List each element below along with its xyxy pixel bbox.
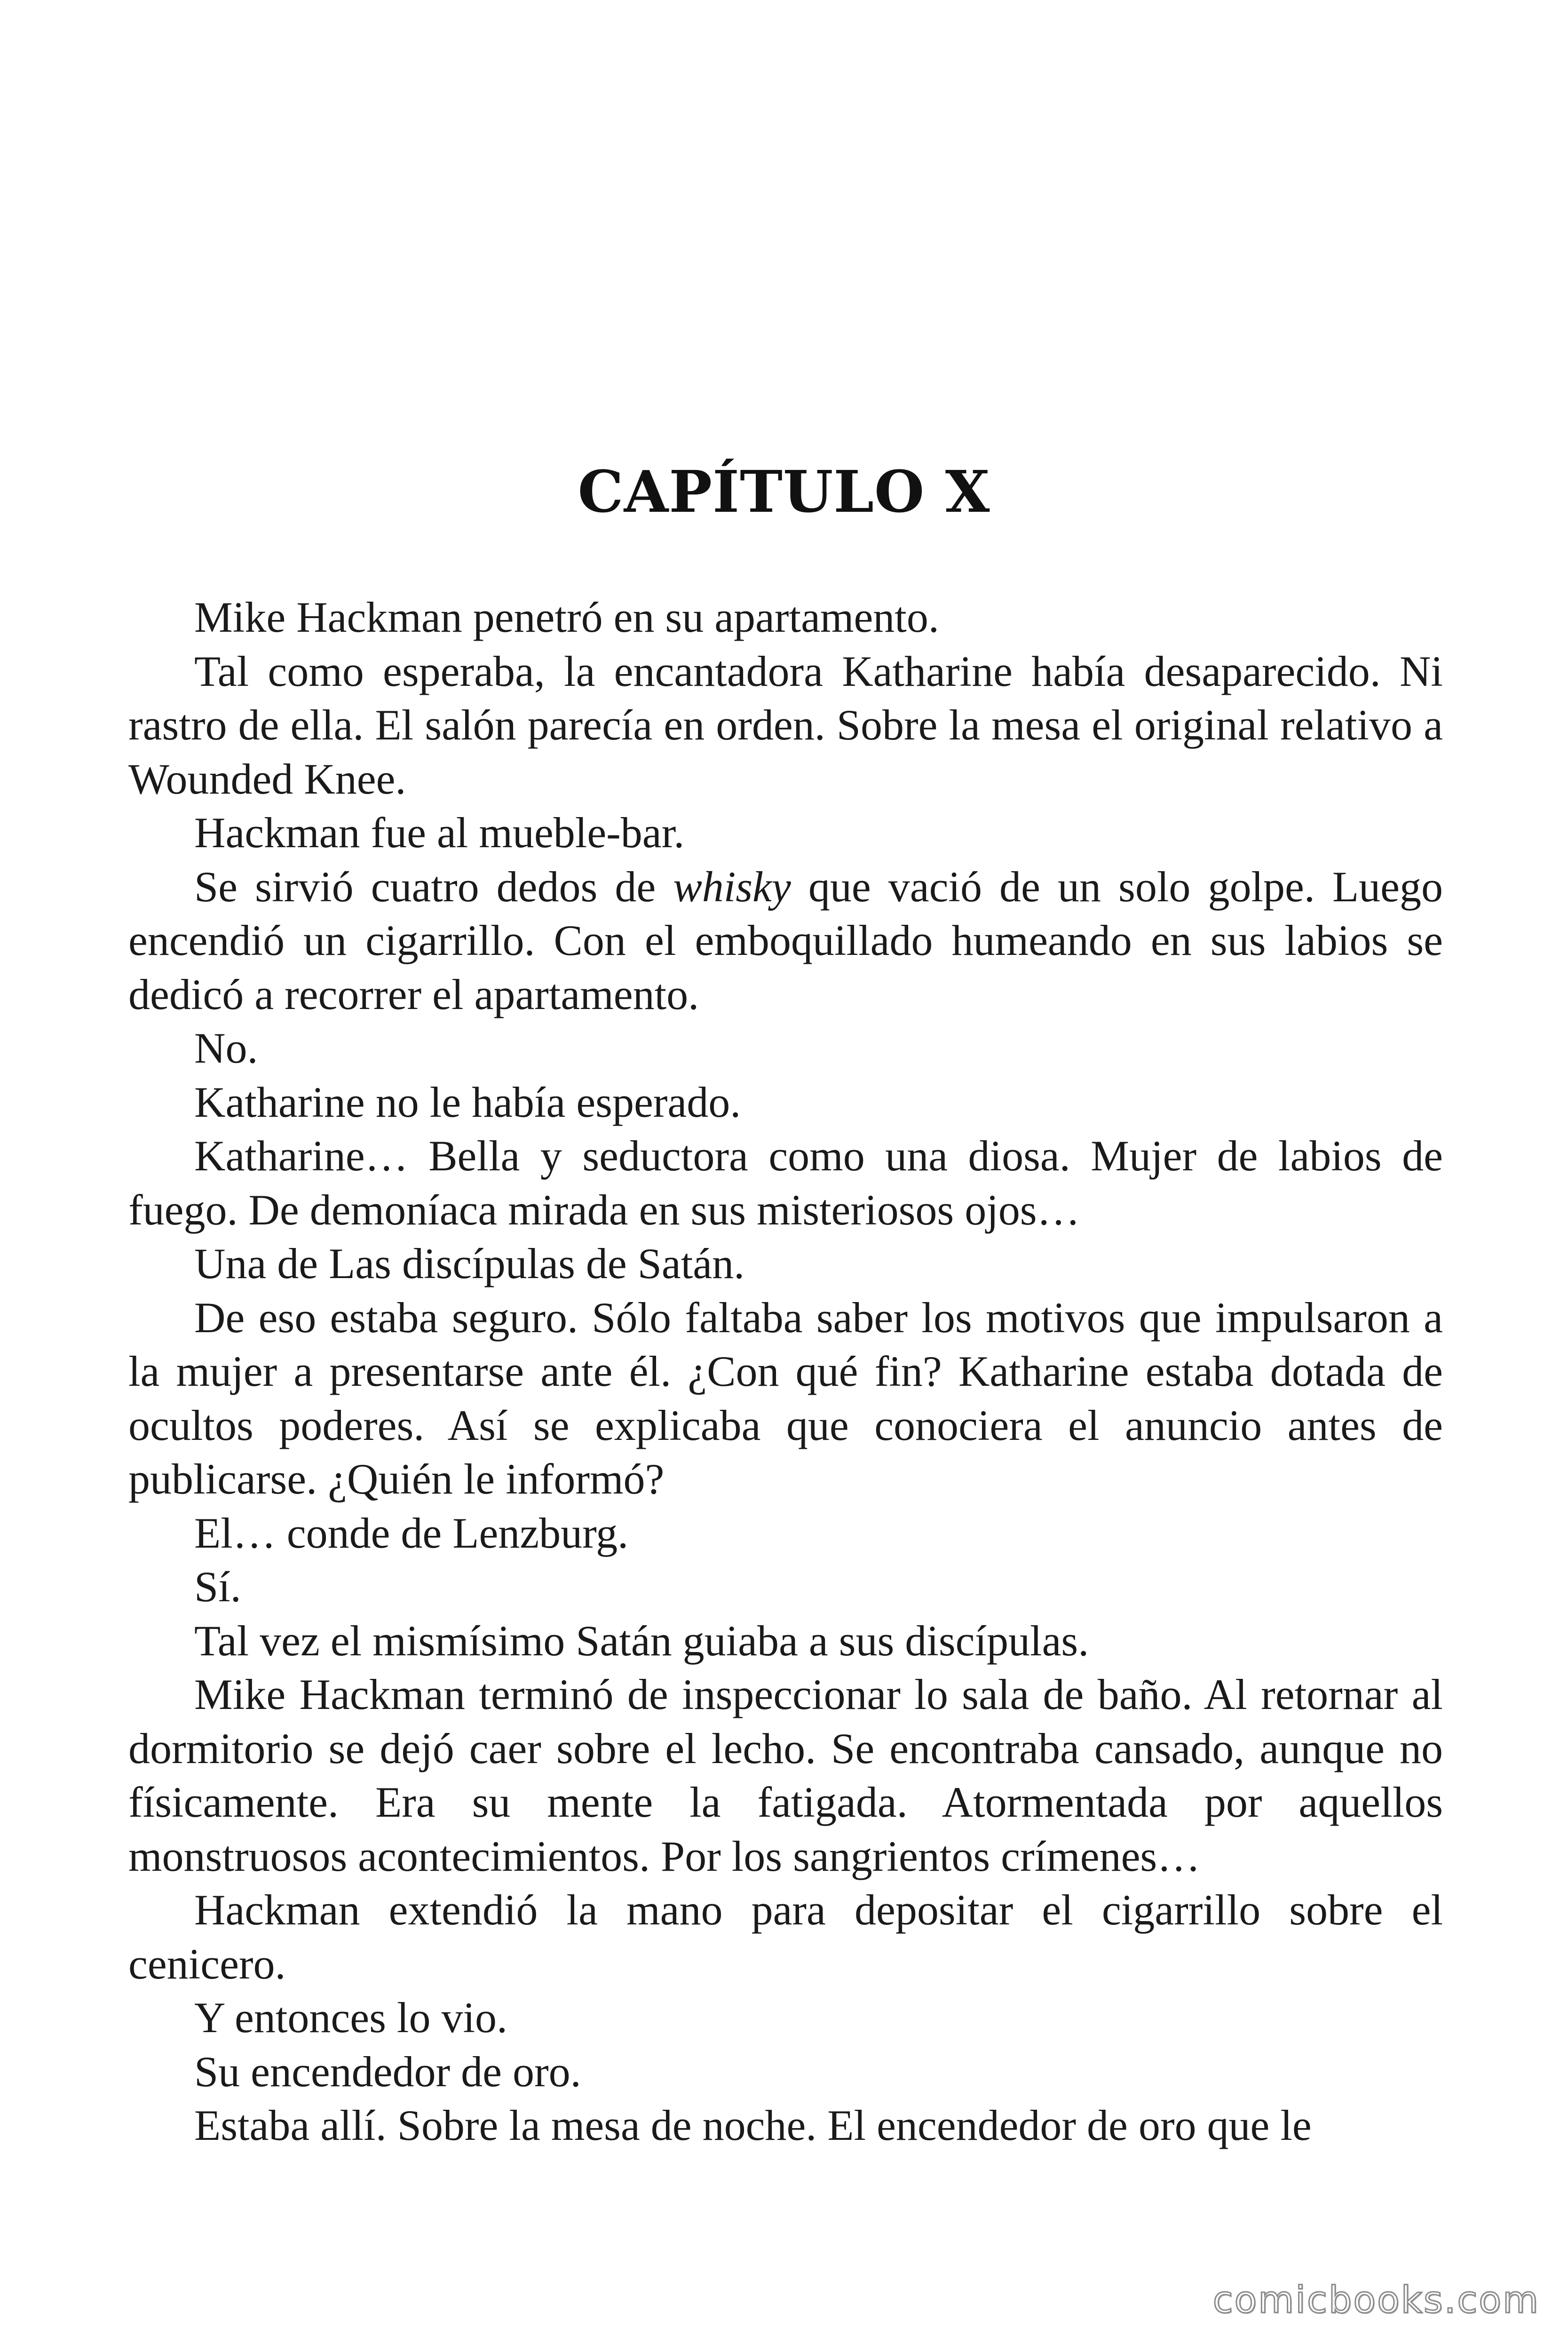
paragraph: Mike Hackman terminó de inspeccionar lo sala de baño. Al retornar al dormitorio se dejó caer sobre el lecho. Se encontraba cansado, aunque no físicamente. Era su mente la fatigada. Atormentada por aquellos monstruosos acontecimientos. Por los sangrientos crímenes…: [128, 1670, 1443, 1880]
paragraph: Y entonces lo vio.: [194, 1994, 508, 2042]
paragraph: Katharine no le había esperado.: [194, 1078, 741, 1126]
paragraph-whisky: Se sirvió cuatro dedos de whisky que vació de un solo golpe. Luego encendió un cigarrillo. Con el emboquillado humeando en sus labios se dedicó a recorrer el apartamento.: [128, 862, 1443, 1018]
watermark-logo: comicbooks.com: [1212, 2279, 1540, 2321]
chapter-body: [128, 590, 1443, 2153]
paragraph: Estaba allí. Sobre la mesa de noche. El encendedor de oro que le: [194, 2101, 1312, 2149]
paragraph: Una de Las discípulas de Satán.: [194, 1240, 745, 1287]
paragraph: No.: [194, 1024, 258, 1072]
paragraph: Katharine… Bella y seductora como una diosa. Mujer de labios de fuego. De demoníaca mirada en sus misteriosos ojos…: [128, 1132, 1443, 1234]
paragraph: De eso estaba seguro. Sólo faltaba saber los motivos que impulsaron a la mujer a presentarse ante él. ¿Con qué fin? Katharine estaba dotada de ocultos poderes. Así se explicaba que conociera el anuncio antes de publicarse. ¿Quién le informó?: [128, 1293, 1443, 1503]
chapter-title: CAPÍTULO X: [578, 458, 990, 525]
paragraph: Mike Hackman penetró en su apartamento.: [194, 593, 939, 641]
paragraph: Tal como esperaba, la encantadora Katharine había desaparecido. Ni rastro de ella. El salón parecía en orden. Sobre la mesa el original relativo a Wounded Knee.: [128, 647, 1443, 803]
paragraph: Su encendedor de oro.: [194, 2047, 581, 2096]
paragraph: Hackman extendió la mano para depositar el cigarrillo sobre el cenicero.: [128, 1886, 1443, 1988]
paragraph: Tal vez el mismísimo Satán guiaba a sus discípulas.: [194, 1616, 1089, 1665]
paragraph: Hackman fue al mueble-bar.: [194, 809, 685, 857]
italic-word: whisky: [673, 862, 791, 911]
paragraph: Sí.: [194, 1563, 241, 1611]
paragraph: El… conde de Lenzburg.: [194, 1509, 629, 1557]
